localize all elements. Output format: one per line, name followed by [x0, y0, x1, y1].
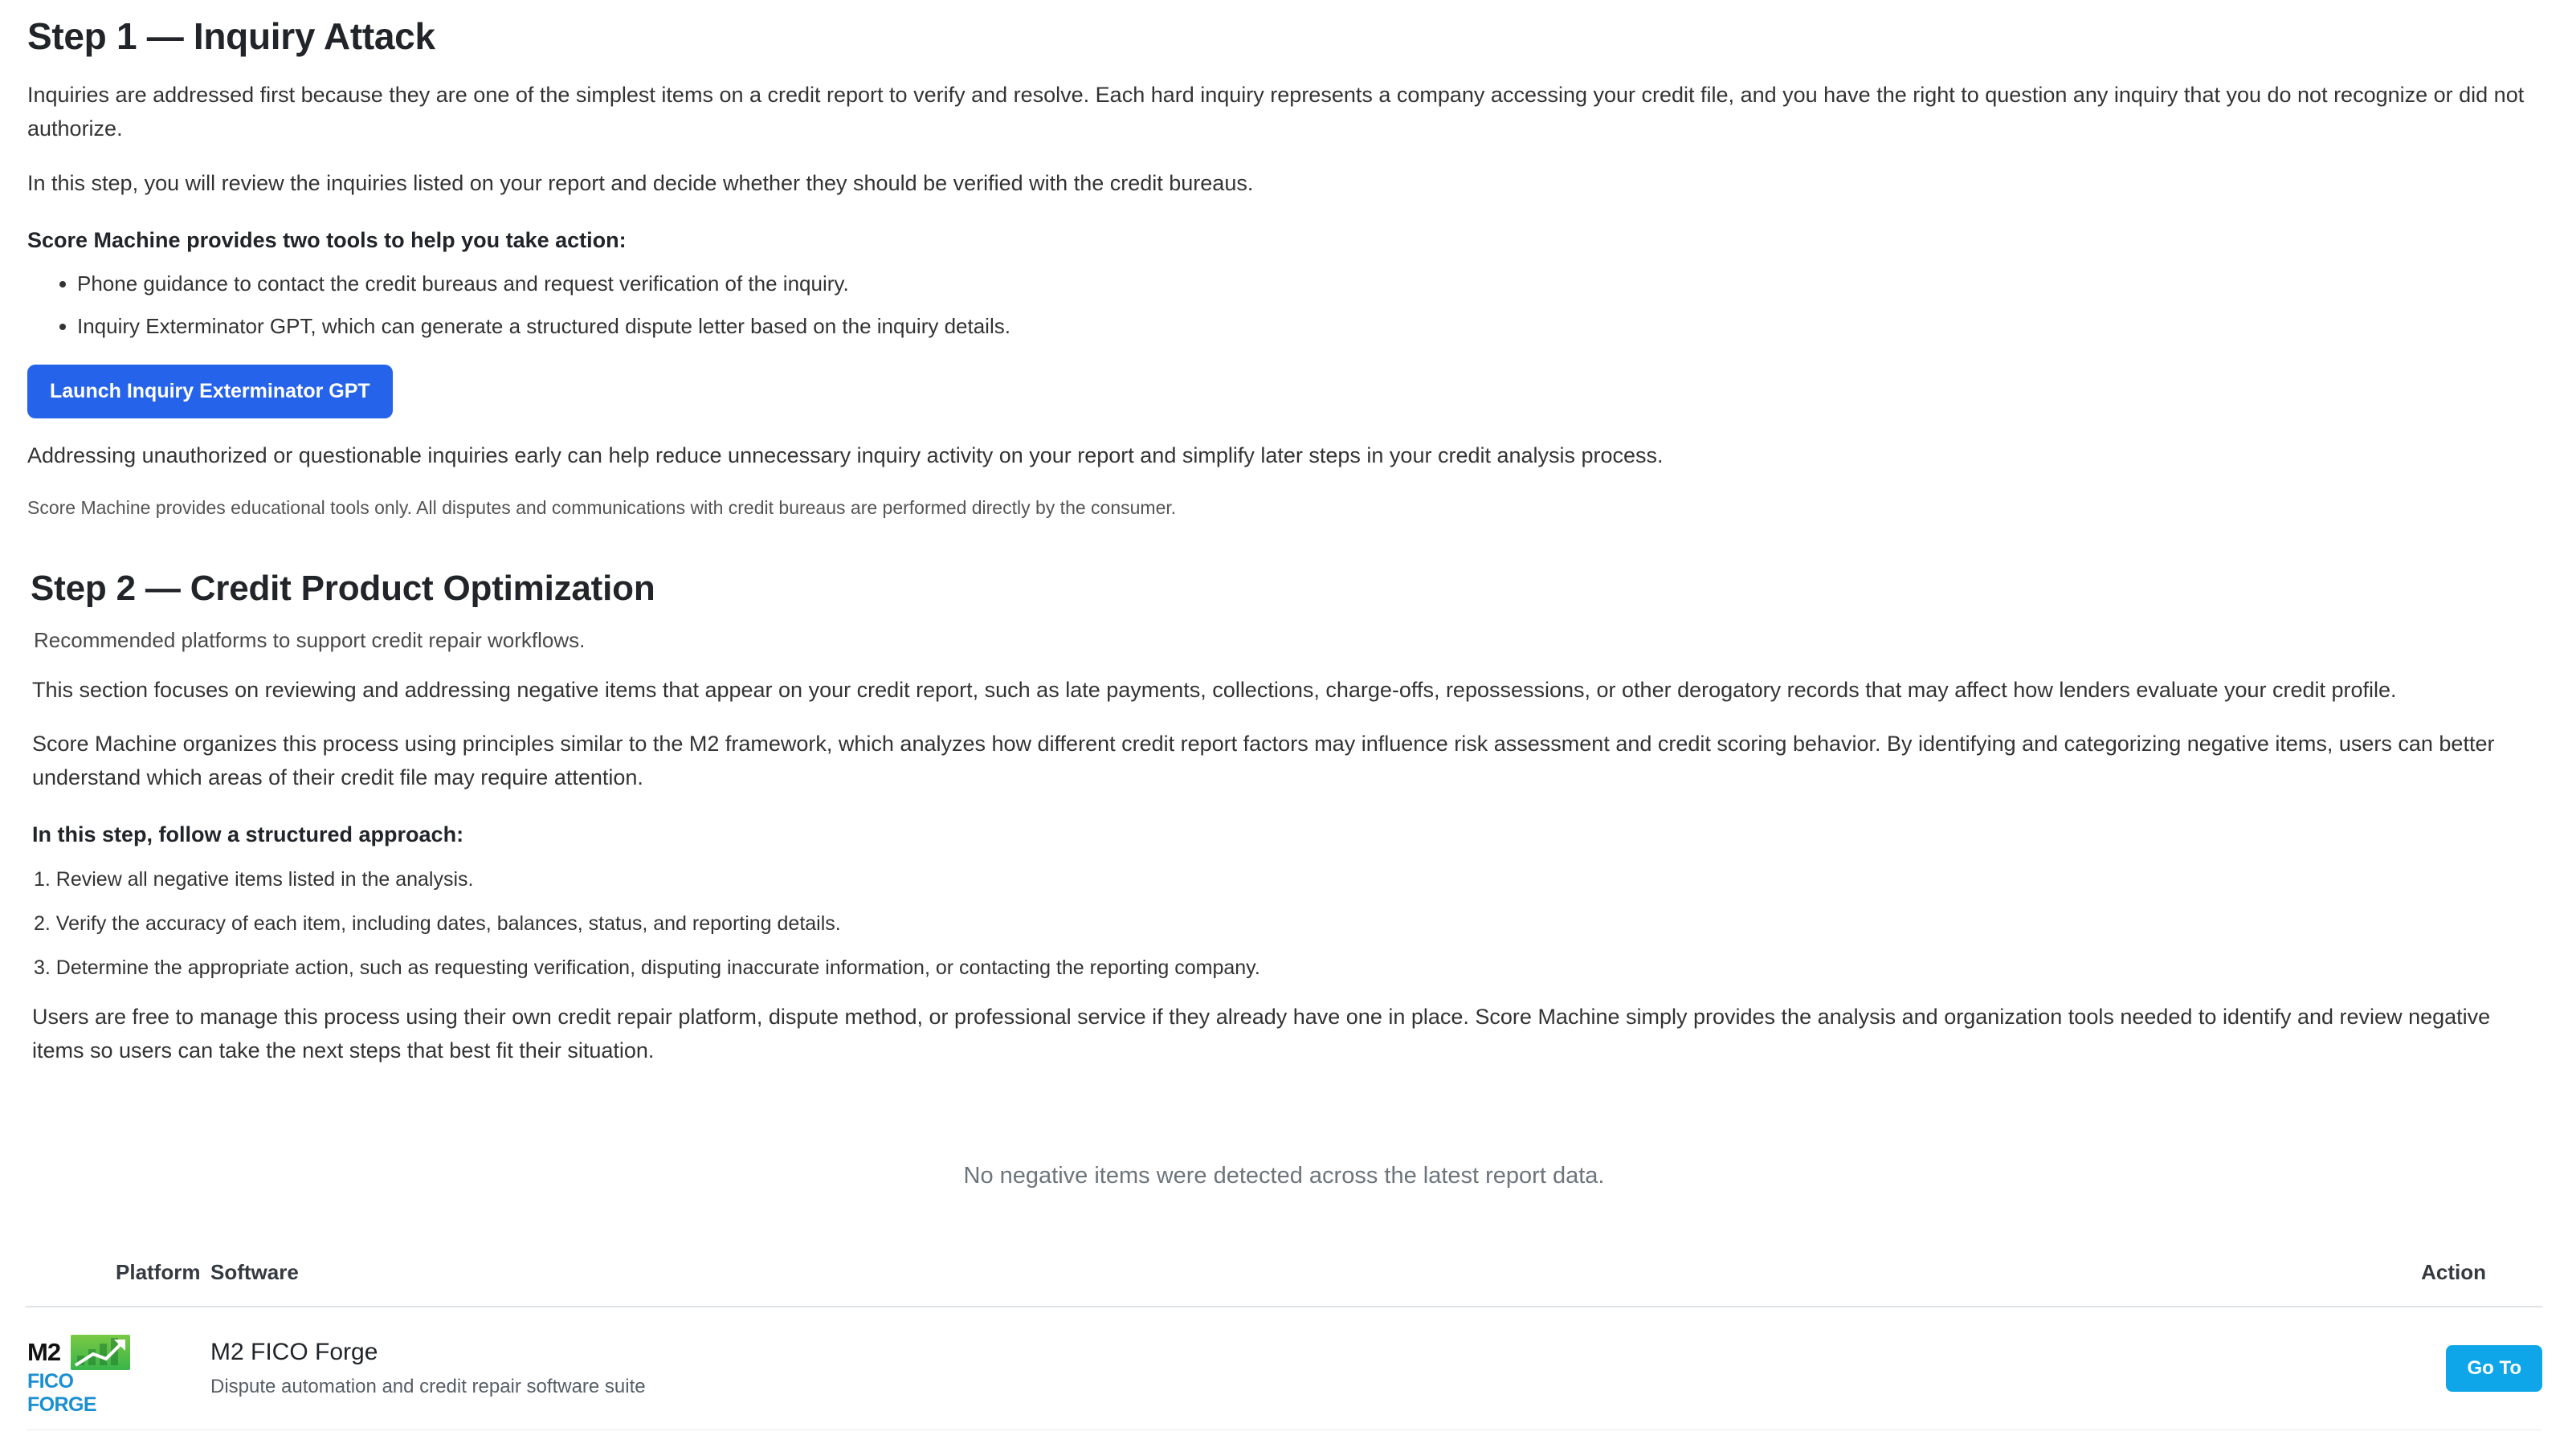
launch-inquiry-exterminator-button[interactable]: Launch Inquiry Exterminator GPT [27, 365, 393, 418]
negative-items-empty-state: No negative items were detected across the latest report data. [963, 1162, 1605, 1189]
software-description: Dispute automation and credit repair software suite [210, 1375, 646, 1397]
page-root [0, 14, 2568, 1456]
software-info-cell [210, 1307, 2034, 1430]
step-2-paragraph-2: Score Machine organizes this process using principles similar to the M2 framework, which analyzes how different credit report factors may influence risk assessment and credit scoring behavior. By identifying and categorizing negative items, users can better understand which areas of their credit file may require attention. [32, 732, 2495, 790]
step-1-intro-paragraph: Inquiries are addressed first because they are one of the simplest items on a credit report to verify and resolve. Each hard inquiry represents a company accessing your credit file, and you have the right to question any inquiry that you do not recognize or did not authorize. [27, 83, 2525, 141]
software-name: M2 FICO Forge [210, 1338, 378, 1365]
platform-table-wrapper [26, 1260, 2542, 1430]
list-item: Phone guidance to contact the credit bureaus and request verification of the inquiry. [59, 267, 2542, 301]
list-item: 1. Review all negative items listed in the analysis. [34, 868, 474, 891]
logo-fico-forge-text: FICO FORGE [27, 1369, 96, 1416]
step-2-paragraph-1: This section focuses on reviewing and addressing negative items that appear on your credit report, such as late payments, collections, charge-offs, repossessions, or other derogatory records that may affect how lenders evaluate your credit profile. [32, 677, 2397, 702]
platform-logo-cell [26, 1307, 210, 1430]
step-2-approach-lead: In this step, follow a structured approach: [32, 822, 464, 847]
list-item: 3. Determine the appropriate action, such as requesting verification, disputing inaccurate information, or contacting the reporting company. [34, 956, 1260, 980]
list-item: Inquiry Exterminator GPT, which can generate a structured dispute letter based on the inquiry details. [59, 310, 2542, 344]
step-2-subtitle: Recommended platforms to support credit repair workflows. [34, 627, 586, 652]
upward-arrow-icon [72, 1336, 130, 1370]
step-1-section [26, 14, 2542, 519]
m2-fico-forge-logo [26, 1335, 130, 1416]
platform-table [26, 1260, 2542, 1430]
step-2-title: Step 2 — Credit Product Optimization [31, 568, 655, 608]
step-1-tools-list [26, 267, 2542, 344]
platform-table-body [26, 1307, 2542, 1430]
logo-m2-text: M2 [27, 1337, 61, 1366]
action-cell [2034, 1307, 2542, 1430]
column-header-platform: Platform [26, 1260, 210, 1307]
list-item: 2. Verify the accuracy of each item, including dates, balances, status, and reporting details. [34, 912, 841, 936]
go-to-button[interactable]: Go To [2446, 1345, 2542, 1392]
step-1-second-paragraph: In this step, you will review the inquiries listed on your report and decide whether they should be verified with the credit bureaus. [27, 170, 1254, 195]
platform-table-head [26, 1260, 2542, 1307]
table-row [26, 1307, 2542, 1430]
step-2-numbered-steps [26, 868, 2542, 980]
step-2-section [26, 569, 2542, 1189]
column-header-action: Action [2034, 1260, 2542, 1307]
step-1-disclaimer: Score Machine provides educational tools only. All disputes and communications with credit bureaus are performed directly by the consumer. [27, 496, 1177, 518]
step-1-title: Step 1 — Inquiry Attack [27, 15, 435, 57]
step-1-tools-lead: Score Machine provides two tools to help you take action: [27, 227, 627, 252]
table-header-row [26, 1260, 2542, 1307]
step-2-paragraph-3: Users are free to manage this process using their own credit repair platform, dispute method, or professional service if they already have one in place. Score Machine simply provides the analysis and organization tools needed to identify and review negative items so users can take the next steps that best fit their situation. [32, 1005, 2491, 1062]
step-1-closing-paragraph: Addressing unauthorized or questionable inquiries early can help reduce unnecessary inquiry activity on your report and simplify later steps in your credit analysis process. [27, 443, 1664, 467]
column-header-software: Software [210, 1260, 2034, 1307]
